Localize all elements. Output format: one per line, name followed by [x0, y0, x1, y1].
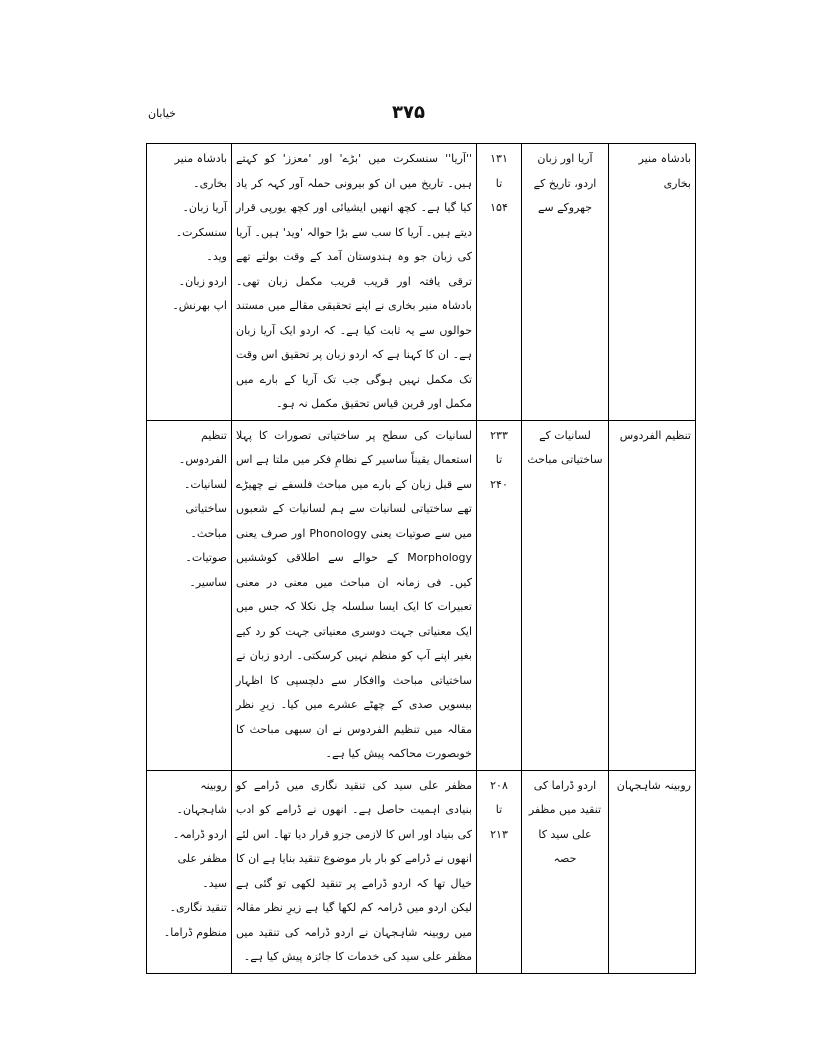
page-to: ۲۴۰: [490, 477, 508, 491]
keyword: لسانیات ۔: [151, 473, 227, 498]
keywords-cell: [147, 144, 232, 421]
keywords-cell: [147, 420, 232, 770]
page-to-marker: تا: [495, 176, 503, 190]
keyword: منظوم ڈراما ۔: [151, 921, 227, 946]
keyword: بادشاہ منیر بخاری ۔: [151, 147, 227, 196]
summary-cell: ''آریا'' سنسکرت میں 'بڑے' اور 'معزز' کو کہتے ہیں۔ تاریخ میں ان کو بیرونی حملہ آور کہہ کر یاد کیا گیا ہے۔ کچھ انھیں ایشیائی اور کچھ یورپی قرار دیتے ہیں۔ آریا کا سب سے بڑا حوالہ 'وید' ہیں۔ آریا کی زبان جو وہ ہندوستان آمد کے وقت بولتے تھے ترقی یافتہ اور قریب قریب مکمل زبان تھی۔ بادشاہ منیر بخاری نے اپنے تحقیقی مقالے میں مستند حوالوں سے یہ ثابت کیا ہے۔ کہ اردو ایک آریا زبان ہے۔ ان کا کہنا ہے کہ اردو زبان پر تحقیق اس وقت تک مکمل نہیں ہوگی جب تک آریا کے بارے میں مکمل اور قرین قیاس تحقیق مکمل نہ ہو۔: [232, 144, 477, 421]
author-cell: روبینہ شاہجہان: [609, 770, 696, 973]
page-range-cell: [477, 770, 522, 973]
keywords-cell: [147, 770, 232, 973]
article-title-cell: لسانیات کے ساختیاتی مباحث: [522, 420, 609, 770]
keyword: مظفر علی سید ۔: [151, 847, 227, 896]
keyword: اردو زبان ۔: [151, 270, 227, 295]
keyword: وید ۔: [151, 245, 227, 270]
article-index-table: [146, 143, 696, 974]
author-cell: بادشاہ منیر بخاری: [609, 144, 696, 421]
page-from: ۲۳۳: [490, 428, 508, 442]
article-title-cell: اردو ڈراما کی تنقید میں مظفر علی سید کا حصہ: [522, 770, 609, 973]
keyword: تنقید نگاری ۔: [151, 896, 227, 921]
table-row: [147, 144, 696, 421]
summary-cell: مظفر علی سید کی تنقید نگاری میں ڈرامے کو بنیادی اہمیت حاصل ہے۔ انھوں نے ڈرامے کو ادب کی بنیاد اور اس کا لازمی جزو قرار دیا تھا۔ اس لئے انھوں نے ڈرامے کو بار بار موضوع تنقید بنایا ہے ان کا خیال تھا کہ اردو ڈرامے پر تنقید لکھی تو گئی ہے لیکن اردو میں ڈرامہ کم لکھا گیا ہے زیرِ نظر مقالہ میں روبینہ شاہجہان نے اردو ڈرامہ کی تنقید میں مظفر علی سید کی خدمات کا جائزہ پیش کیا ہے۔: [232, 770, 477, 973]
keyword: روبینہ شاہجہان ۔: [151, 774, 227, 823]
page-to-marker: تا: [495, 803, 503, 816]
page-range-cell: [477, 420, 522, 770]
article-title-cell: آریا اور زبان اردو، تاریخ کے جھروکے سے: [522, 144, 609, 421]
page-from: ۲۰۸: [490, 778, 508, 792]
author-cell: تنظیم الفردوس: [609, 420, 696, 770]
page-number: ۳۷۵: [392, 102, 425, 123]
page-from: ۱۳۱: [490, 152, 508, 165]
keyword: صوتیات ۔: [151, 546, 227, 571]
table-row: [147, 770, 696, 973]
page-to-marker: تا: [495, 453, 503, 466]
keyword: اپ بھرنش ۔: [151, 294, 227, 319]
running-title: خیابان: [148, 107, 176, 120]
table-row: [147, 420, 696, 770]
page-to: ۲۱۳: [490, 827, 508, 841]
keyword: ساختیاتی مباحث ۔: [151, 497, 227, 546]
page-range-cell: [477, 144, 522, 421]
summary-cell: لسانیات کی سطح پر ساختیاتی تصورات کا پہلا استعمال یقیناً ساسیر کے نظامِ فکر میں ملتا ہے اس سے قبل زبان کے بارے میں مباحث فلسفے نے چھیڑے تھے ساختیاتی لسانیات سے ہم لسانیات کے شعبوں میں سے صوتیات یعنی Phonology اور صرف یعنی Morphology کے حوالے سے اطلاقی کوششیں کیں۔ فی زمانہ ان مباحث میں معنی در معنی تعبیرات کا ایک ایسا سلسلہ چل نکلا کہ جس میں ایک معنیاتی جہت دوسری معنیاتی جہت کو رد کیے بغیر اپنے آپ کو منظم نہیں کرسکتی۔ اردو زبان نے ساختیاتی مباحث واافکار سے دلچسپی کا اظہار بیسویں صدی کے چھٹے عشرے میں کیا۔ زیرِ نظر مقالہ میں تنظیم الفردوس نے ان سبھی مباحث کا خوبصورت محاکمہ پیش کیا ہے۔: [232, 420, 477, 770]
keyword: آریا زبان ۔: [151, 196, 227, 221]
keyword: تنظیم الفردوس ۔: [151, 424, 227, 473]
keyword: اردو ڈرامہ ۔: [151, 823, 227, 848]
page-to: ۱۵۴: [490, 201, 508, 214]
keyword: سنسکرت ۔: [151, 221, 227, 246]
keyword: ساسیر ۔: [151, 571, 227, 596]
